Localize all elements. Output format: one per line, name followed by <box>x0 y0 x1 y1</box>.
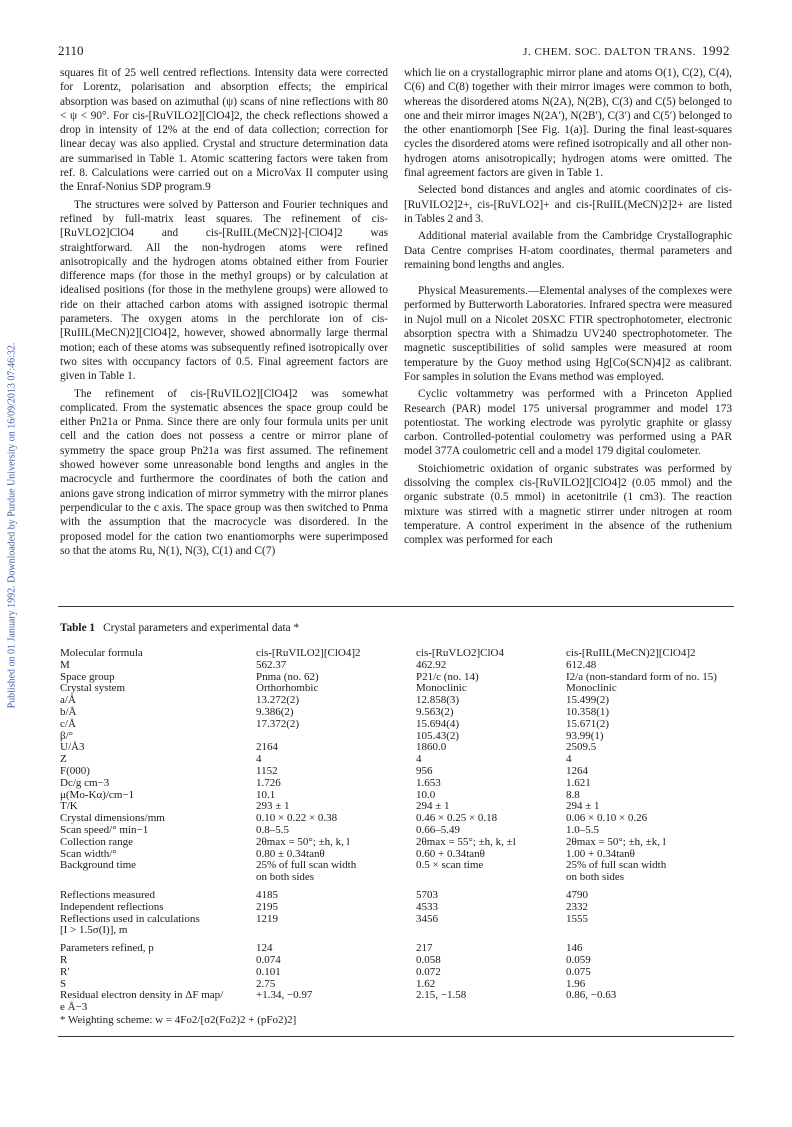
parameter-value: 1219 <box>256 912 278 925</box>
parameter-value: 294 ± 1 <box>566 800 600 813</box>
parameter-value: 5703 <box>416 888 438 901</box>
left-column <box>60 66 388 561</box>
parameter-label: T/K <box>60 800 78 813</box>
parameter-value: cis-[RuVILO2][ClO4]2 <box>256 647 361 659</box>
table-row <box>60 719 736 731</box>
table-title: Crystal parameters and experimental data * <box>103 622 300 634</box>
parameter-label: β/° <box>60 729 74 742</box>
table-row <box>60 731 736 743</box>
parameter-label: F(000) <box>60 764 90 777</box>
parameter-value: cis-[RuIIL(MeCN)2][ClO4]2 <box>566 647 696 659</box>
parameter-value: 1152 <box>256 764 278 777</box>
parameter-value: 0.058 <box>416 953 441 966</box>
parameter-label <box>60 872 256 884</box>
parameter-label: Background time <box>60 859 137 872</box>
parameter-value: 294 ± 1 <box>416 800 450 813</box>
journal-year: 1992 <box>702 43 730 58</box>
parameter-value <box>416 925 566 937</box>
parameter-value: 0.86, −0.63 <box>566 989 617 1002</box>
table-row <box>60 925 736 937</box>
paragraph: Additional material available from the Cambridge Crystallographic Data Centre comprises H-atom coordinates, thermal parameters and remaining bond lengths and angles. <box>404 230 732 271</box>
table-row <box>60 754 736 766</box>
table-row <box>60 790 736 802</box>
page-number: 2110 <box>58 43 84 58</box>
table-row <box>60 860 736 872</box>
parameter-value: P21/c (no. 14) <box>416 670 479 683</box>
parameter-value: 3456 <box>416 912 438 925</box>
parameter-value: 9.563(2) <box>416 705 454 718</box>
table-row <box>60 872 736 884</box>
right-column <box>404 66 732 551</box>
parameter-value: 1264 <box>566 764 588 777</box>
parameter-value: 0.074 <box>256 953 281 966</box>
parameter-value: 25% of full scan width <box>566 859 667 872</box>
parameter-value: 1.00 + 0.34tanθ <box>566 847 635 860</box>
parameter-value: 2195 <box>256 900 278 913</box>
parameter-value <box>256 1002 416 1014</box>
parameter-value: 0.059 <box>566 953 591 966</box>
parameter-value: Orthorhombic <box>256 682 319 695</box>
table-footnote: * Weighting scheme: w = 4Fo2/[σ2(Fo2)2 + (pFo2)2] <box>60 1014 297 1026</box>
parameter-label: Crystal dimensions/mm <box>60 812 165 825</box>
parameter-value: 1.62 <box>416 977 436 990</box>
parameter-label: μ(Mo-Kα)/cm−1 <box>60 788 135 801</box>
journal-name: J. CHEM. SOC. DALTON TRANS. <box>523 46 696 58</box>
parameter-value: 146 <box>566 942 583 955</box>
table-row <box>60 884 736 902</box>
parameter-value: 93.99(1) <box>566 729 604 742</box>
table-row <box>60 707 736 719</box>
parameter-value <box>256 925 416 937</box>
parameter-value: 0.10 × 0.22 × 0.38 <box>256 812 338 825</box>
paragraph: which lie on a crystallographic mirror plane and atoms O(1), C(2), C(4), C(6) and C(8) together with their mirror images were common to both, whereas the disordered atoms N(2A), N(2B), C(3) and C(5) belonged to one and their mirror images N(2A′), N(2B′), C(3′) and C(5′) belonged to the other enantiomorph [See Fig. 1(a)]. During the final least-squares cycles the disordered atoms were refined isotropically and all other non-hydrogen atoms anisotropically; hydrogen atoms were omitted. The final agreement factors are given in Table 1. <box>404 67 732 180</box>
parameter-value: 4533 <box>416 900 438 913</box>
parameter-value: 0.46 × 0.25 × 0.18 <box>416 812 498 825</box>
paragraph: Selected bond distances and angles and atomic coordinates of cis-[RuVILO2]2+, cis-[RuVLO2]+ and cis-[RuIIL(MeCN)2]2+ are listed in Tables 2 and 3. <box>404 184 732 225</box>
parameter-label: Collection range <box>60 835 134 848</box>
parameter-value: Monoclinic <box>416 682 467 695</box>
parameter-value: 1555 <box>566 912 588 925</box>
parameter-value: 0.5 × scan time <box>416 859 484 872</box>
parameter-value: 15.694(4) <box>416 717 460 730</box>
parameter-label: R′ <box>60 965 70 978</box>
parameter-value: 1860.0 <box>416 741 447 754</box>
download-notice <box>0 270 24 790</box>
parameter-value: 0.60 + 0.34tanθ <box>416 847 485 860</box>
parameter-value: 612.48 <box>566 658 597 671</box>
table-row <box>60 990 736 1002</box>
parameter-label: Crystal system <box>60 682 126 695</box>
table-row <box>60 683 736 695</box>
parameter-value: 0.06 × 0.10 × 0.26 <box>566 812 648 825</box>
parameter-value: 2θmax = 55°; ±h, k, ±l <box>416 835 516 848</box>
parameter-value: 2.75 <box>256 977 276 990</box>
parameter-value: 2164 <box>256 741 278 754</box>
parameter-value: 2.15, −1.58 <box>416 989 467 1002</box>
parameter-value: 8.8 <box>566 788 580 801</box>
download-notice-text: Published on 01 January 1992. Downloaded by Purdue University on 16/09/2013 07:46:32. <box>6 342 18 709</box>
parameter-value: 10.1 <box>256 788 276 801</box>
table-row <box>60 766 736 778</box>
parameter-label: Space group <box>60 670 115 683</box>
parameter-value: 562.37 <box>256 658 287 671</box>
parameter-label: S <box>60 977 67 990</box>
paragraph: The refinement of cis-[RuVILO2][ClO4]2 was somewhat complicated. From the systematic absences the space group could be either Pn21a or Pnma. Since there are only four formula units per unit cell and the cation does not possess a centre or mirror plane of symmetry the space group Pn21a was first assumed. The refinement showed however some unreasonable bond lengths and angles in the macrocycle and furthermore the coordinates of both the cation and anions gave strong indication of mirror symmetry with the mirror planes perpendicular to the c axis. The space group was then switched to Pnma with the assumption that the macrocycle was disordered. In the proposed model for the cation two enantiomorphs were superimposed so that the atoms Ru, N(1), N(3), C(1) and C(7) <box>60 387 388 557</box>
paragraph: Stoichiometric oxidation of organic substrates was performed by dissolving the complex cis-[RuVILO2][ClO4]2 (0.05 mmol) and the organic substrate (0.5 mmol) in acetonitrile (1 cm3). The reaction mixture was stirred with a magnetic stirrer under nitrogen at room temperature. A control experiment in the absence of the ruthenium complex was performed for each <box>404 462 732 547</box>
table-row <box>60 937 736 955</box>
parameter-label: Scan speed/° min−1 <box>60 823 149 836</box>
parameter-value: 4 <box>256 753 262 766</box>
table-row <box>60 1002 736 1014</box>
parameter-label: U/Å3 <box>60 741 85 754</box>
table-label: Table 1 <box>60 622 96 634</box>
parameter-label: b/Å <box>60 705 77 718</box>
parameter-value: 0.072 <box>416 965 441 978</box>
parameter-value: 1.0–5.5 <box>566 823 599 836</box>
parameter-value <box>416 1002 566 1014</box>
parameter-label: Residual electron density in ΔF map/ <box>60 989 224 1002</box>
parameter-value: +1.34, −0.97 <box>256 989 313 1002</box>
parameter-label: Scan width/° <box>60 847 117 860</box>
parameter-value: 15.499(2) <box>566 694 610 707</box>
parameter-value: I2/a (non-standard form of no. 15) <box>566 670 717 683</box>
parameter-value: 10.0 <box>416 788 436 801</box>
parameter-value: 293 ± 1 <box>256 800 290 813</box>
parameter-label: Reflections measured <box>60 888 155 901</box>
parameter-value: 12.858(3) <box>416 694 460 707</box>
table-row <box>60 955 736 967</box>
parameter-value <box>566 925 736 937</box>
parameter-value: cis-[RuVLO2]ClO4 <box>416 647 504 659</box>
parameter-label: e Å−3 <box>60 1001 88 1014</box>
table-row <box>60 672 736 684</box>
crystal-data-table <box>60 648 736 1014</box>
parameter-label: Independent reflections <box>60 900 164 913</box>
parameter-value: 4 <box>416 753 422 766</box>
parameter-value: 1.653 <box>416 776 441 789</box>
parameter-value: 4790 <box>566 888 588 901</box>
parameter-label: [I > 1.5σ(I)], m <box>60 924 128 937</box>
table-top-rule <box>58 606 734 607</box>
parameter-value: 15.671(2) <box>566 717 610 730</box>
parameter-value <box>256 731 416 743</box>
table-caption <box>60 622 299 634</box>
parameter-label: a/Å <box>60 694 76 707</box>
parameter-value: 2θmax = 50°; ±h, ±k, l <box>566 835 666 848</box>
parameter-value: 2332 <box>566 900 588 913</box>
table-row <box>60 778 736 790</box>
parameter-value <box>566 1002 736 1014</box>
table-row <box>60 648 736 660</box>
paragraph: squares fit of 25 well centred reflections. Intensity data were corrected for Lorentz, polarisation and absorption effects; the empirical absorption was based on azimuthal (ψ) scans of nine reflections with 80 < ψ < 90°. For cis-[RuVILO2][ClO4]2, the check reflections showed a drop in intensity of 12% at the end of data collection; correction for linear decay was also applied. Crystal and structure determination data are summarised in Table 1. Atomic scattering factors were taken from ref. 8. Calculations were carried out on a MicroVax II computer using the Enraf-Nonius SDP program.9 <box>60 67 388 194</box>
table-row <box>60 902 736 914</box>
paragraph: The structures were solved by Patterson and Fourier techniques and refined by full-matrix least squares. The refinement of cis-[RuVLO2]ClO4 and cis-[RuIIL(MeCN)2]-[ClO4]2 was straightforward. All the non-hydrogen atoms were refined anisotropically and the hydrogen atoms obtained either from Fourier difference maps (for those in the methyl groups) or by calculation at idealised positions (for those in the methylene groups) were allowed to ride on their attached carbon atoms with assigned isotropic thermal parameters. The oxygen atoms in the perchlorate ion of cis-[RuIIL(MeCN)2][ClO4]2, however, showed abnormally large thermal motion; each of these atoms was subsequently refined isotropically over two sites with occupancy factors of 0.5. Final agreement factors are given in Table 1. <box>60 198 388 383</box>
parameter-value: 1.96 <box>566 977 586 990</box>
parameter-value: 0.80 ± 0.34tanθ <box>256 847 325 860</box>
table-row <box>60 914 736 926</box>
parameter-value: 17.372(2) <box>256 717 300 730</box>
parameter-value: 124 <box>256 942 273 955</box>
table-row <box>60 813 736 825</box>
parameter-value: 0.075 <box>566 965 591 978</box>
table-bottom-rule <box>58 1036 734 1037</box>
parameter-label: Dc/g cm−3 <box>60 776 110 789</box>
parameter-value: 13.272(2) <box>256 694 300 707</box>
table-row <box>60 825 736 837</box>
parameter-label: Molecular formula <box>60 647 143 659</box>
parameter-value: 1.726 <box>256 776 281 789</box>
parameter-value: on both sides <box>256 871 315 884</box>
parameter-value: Pnma (no. 62) <box>256 670 319 683</box>
parameter-label: Z <box>60 753 67 766</box>
parameter-value: 217 <box>416 942 433 955</box>
parameter-value: 10.358(1) <box>566 705 610 718</box>
paragraph: Physical Measurements.—Elemental analyses of the complexes were performed by Butterworth Laboratories. Infrared spectra were measured in Nujol mull on a Nicolet 20SXC FTIR spectrophotometer, electronic absorption spectra with a Shimadzu UV240 spectrophotometer. The magnetic susceptibilities of solid samples were measured at room temperature by the Guoy method using Hg[Co(SCN)4]2 as calibrant. For samples in solution the Evans method was employed. <box>404 285 732 383</box>
parameter-value: 0.8–5.5 <box>256 823 289 836</box>
parameter-label: M <box>60 658 70 671</box>
table-row <box>60 967 736 979</box>
table-row <box>60 837 736 849</box>
parameter-value <box>416 872 566 884</box>
parameter-label: R <box>60 953 68 966</box>
parameter-value: Monoclinic <box>566 682 617 695</box>
parameter-value: 0.66–5.49 <box>416 823 460 836</box>
parameter-label: Reflections used in calculations <box>60 912 200 925</box>
parameter-label: c/Å <box>60 717 76 730</box>
parameter-value: 25% of full scan width <box>256 859 357 872</box>
table-row <box>60 742 736 754</box>
table-row <box>60 695 736 707</box>
parameter-value: 2θmax = 50°; ±h, k, l <box>256 835 350 848</box>
parameter-value: 0.101 <box>256 965 281 978</box>
parameter-value: 956 <box>416 764 433 777</box>
parameter-value: 462.92 <box>416 658 447 671</box>
parameter-value: 2509.5 <box>566 741 597 754</box>
parameter-value: 4185 <box>256 888 278 901</box>
parameter-value: 4 <box>566 753 572 766</box>
parameter-label: Parameters refined, p <box>60 942 154 955</box>
running-header <box>523 43 730 59</box>
parameter-value: on both sides <box>566 871 625 884</box>
paragraph: Cyclic voltammetry was performed with a Princeton Applied Research (PAR) model 175 universal programmer and model 173 potentiostat. The working electrode was pyrolytic graphite or glassy carbon. Controlled-potential coulometry was performed using a PAR model 377A coulometric cell and a model 179 digital coulometer. <box>404 388 732 458</box>
parameter-value: 1.621 <box>566 776 591 789</box>
parameter-value: 105.43(2) <box>416 729 460 742</box>
table-row <box>60 660 736 672</box>
parameter-value: 9.386(2) <box>256 705 294 718</box>
